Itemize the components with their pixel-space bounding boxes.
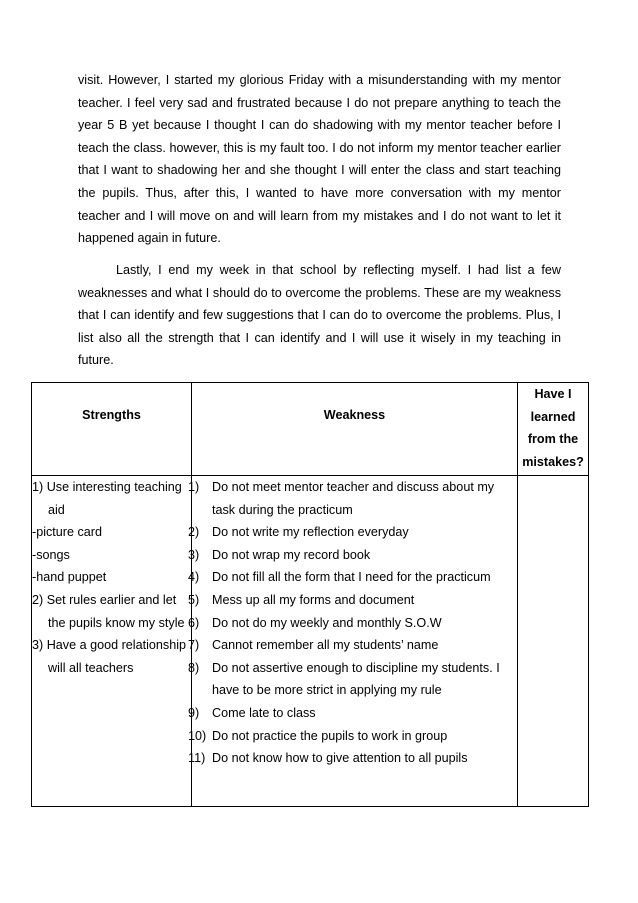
strengths-cell <box>32 476 192 807</box>
weakness-item <box>188 657 517 702</box>
weakness-text: Cannot remember all my students’ name <box>212 638 439 653</box>
weakness-item <box>188 476 517 521</box>
weakness-item <box>188 634 517 657</box>
weakness-number: 7) <box>188 638 200 653</box>
table-row <box>32 476 589 807</box>
learned-header <box>518 383 589 476</box>
weakness-number: 4) <box>188 570 200 585</box>
weakness-text: Come late to class <box>212 705 316 720</box>
weakness-item <box>188 566 517 589</box>
strength-item: 1) Use interesting teaching aid <box>32 480 182 517</box>
weakness-header-label: Weakness <box>323 408 386 422</box>
strengths-header-label: Strengths <box>82 408 141 422</box>
weakness-number: 9) <box>188 705 200 720</box>
table-header-row <box>32 383 589 476</box>
strength-item: -hand puppet <box>32 570 107 585</box>
weakness-text: Do not assertive enough to discipline my students. I have to be more strict in applying my rule <box>212 660 500 698</box>
learned-header-line: learned <box>530 409 576 424</box>
weakness-item <box>188 702 517 725</box>
weakness-text: Do not fill all the form that I need for the practicum <box>212 570 491 585</box>
body-paragraph-1: visit. However, I started my glorious Friday with a misunderstanding with my mentor teacher. I feel very sad and frustrated because I do not prepare anything to teach the year 5 B yet because I thought I can do shadowing with my mentor teacher before I teach the class. however, this is my fault too. I do not inform my mentor teacher earlier that I want to shadowing her and she thought I will enter the class and start teaching the pupils. Thus, after this, I wanted to have more conversation with my mentor teacher and I will move on and will learn from my mistakes and I do not want to let it happened again in future. <box>78 73 561 246</box>
weakness-item <box>188 589 517 612</box>
weakness-number: 5) <box>188 592 200 607</box>
weakness-text: Mess up all my forms and document <box>212 592 415 607</box>
weakness-text: Do not write my reflection everyday <box>212 525 409 540</box>
weakness-cell <box>188 476 518 807</box>
weakness-item <box>188 747 517 770</box>
weakness-item <box>188 725 517 748</box>
weakness-item <box>188 521 517 544</box>
weakness-text: Do not practice the pupils to work in group <box>212 728 448 743</box>
strengths-header <box>32 383 192 476</box>
weakness-text: Do not wrap my record book <box>212 547 371 562</box>
strength-item: 2) Set rules earlier and let the pupils know my style <box>32 592 185 630</box>
strength-item: -picture card <box>32 525 102 540</box>
weakness-item <box>188 544 517 567</box>
body-paragraph-2: Lastly, I end my week in that school by reflecting myself. I had list a few weaknesses and what I should do to overcome the problems. These are my weakness that I can identify and few suggestions that I can do to overcome the problems. Plus, I list also all the strength that I can identify and I will use it wisely in my teaching in future. <box>78 263 561 368</box>
learned-header-line: mistakes? <box>522 454 584 469</box>
strength-item: -songs <box>32 547 70 562</box>
weakness-number: 8) <box>188 660 200 675</box>
weakness-text: Do not do my weekly and monthly S.O.W <box>212 615 442 630</box>
weakness-item <box>188 612 517 635</box>
strengths-weakness-table <box>31 382 589 807</box>
weakness-number: 6) <box>188 615 200 630</box>
weakness-number: 1) <box>188 480 200 494</box>
learned-cell <box>518 476 589 807</box>
learned-header-line: Have I <box>534 387 572 401</box>
weakness-number: 10) <box>188 728 207 743</box>
learned-header-line: from the <box>527 432 579 447</box>
strength-item: 3) Have a good relationship will all teachers <box>32 638 187 675</box>
weakness-number: 3) <box>188 547 200 562</box>
weakness-text: Do not meet mentor teacher and discuss about my task during the practicum <box>212 480 495 517</box>
weakness-text: Do not know how to give attention to all pupils <box>212 751 468 766</box>
weakness-number: 2) <box>188 525 200 540</box>
weakness-header <box>192 383 518 476</box>
weakness-number: 11) <box>188 751 206 766</box>
